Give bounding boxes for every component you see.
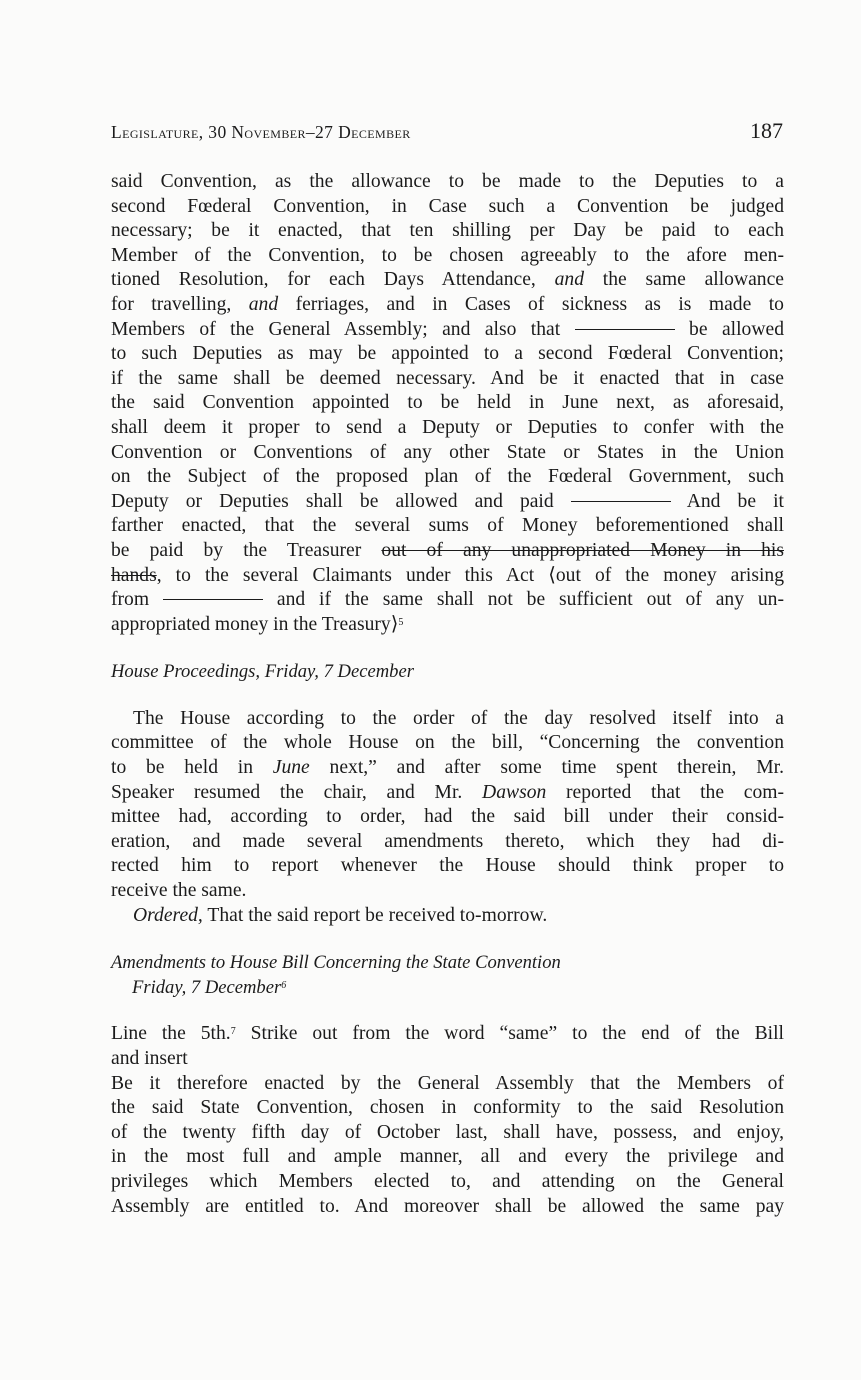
text-line: said Convention, as the allowance to be made to the Deputies to a [111,171,784,192]
footnote-marker: 7 [230,1026,236,1038]
page-number: 187 [750,118,783,143]
text-line: tioned Resolution, for each Days Attendance, and the same allowance [111,269,784,291]
text-line: receive the same. [111,880,247,902]
text-line: if the same shall be deemed necessary. And be it enacted that in case [111,367,784,389]
text-line: Line the 5th.$^7$ Strike out from the word “same” to the end of the Bill [111,1023,784,1045]
text-line: hands, to the several Claimants under this Act ⟨out of the money arising [111,564,784,586]
text-line: shall deem it proper to send a Deputy or Deputies to confer with the [111,416,784,438]
footnote-marker: 6 [281,979,287,991]
running-head: Legislature, 30 November–27 December [111,122,411,142]
text-line: of the twenty fifth day of October last, shall have, possess, and enjoy, [111,1121,784,1143]
text-line: for travelling, and ferriages, and in Cases of sickness as is made to [111,293,784,315]
blank-line [571,501,671,502]
body-text [111,170,784,1219]
text-line: The House according to the order of the day resolved itself into a [133,707,784,729]
house-proceedings-paragraph [111,707,784,928]
text-line: appropriated money in the Treasury⟩$^5$ [111,613,404,635]
text-line: Ordered, That the said report be received to-morrow. [133,904,548,926]
blank-line [163,599,263,600]
page-header [111,118,783,144]
section-subheading: Friday, 7 December$^6$ [132,976,287,998]
text-line: farther enacted, that the several sums of Money beforementioned shall [111,515,784,537]
text-line: second Fœderal Convention, in Case such a Convention be judged [111,195,784,217]
struck-text: out of any unappropriated Money in his [381,539,784,561]
struck-text: hands [111,564,157,586]
text-line: to such Deputies as may be appointed to a second Fœderal Convention; [111,343,784,365]
continuation-paragraph [111,170,784,637]
text-line: and insert [111,1048,188,1069]
text-line: to be held in June next,” and after some time spent therein, Mr. [111,757,784,779]
footnote-marker: 5 [398,616,404,628]
text-line: Deputy or Deputies shall be allowed and paid And be it [111,490,784,512]
text-line: in the most full and ample manner, all and every the privilege and [111,1146,784,1168]
text-line: Members of the General Assembly; and also that be allowed [111,318,784,340]
text-line: Be it therefore enacted by the General Assembly that the Members of [111,1072,784,1094]
text-line: Convention or Conventions of any other State or States in the Union [111,441,784,463]
text-line: Member of the Convention, to be chosen agreeably to the afore men- [111,244,784,266]
text-line: privileges which Members elected to, and attending on the General [111,1170,784,1192]
section-heading: Amendments to House Bill Concerning the State Convention [111,952,561,974]
amendments-text [111,1022,784,1219]
section-heading: House Proceedings, Friday, 7 December [111,661,414,683]
text-line: committee of the whole House on the bill, “Concerning the convention [111,732,784,754]
text-line: eration, and made several amendments thereto, which they had di- [111,830,784,852]
text-line: be paid by the Treasurer out of any unappropriated Money in his [111,539,784,561]
blank-line [575,329,675,330]
text-line: Assembly are entitled to. And moreover shall be allowed the same pay [111,1195,784,1217]
text-line: from and if the same shall not be sufficient out of any un- [111,589,784,611]
text-line: on the Subject of the proposed plan of the Fœderal Government, such [111,466,784,488]
text-line: Speaker resumed the chair, and Mr. Dawson reported that the com- [111,781,784,803]
text-line: necessary; be it enacted, that ten shilling per Day be paid to each [111,220,784,242]
text-line: the said State Convention, chosen in conformity to the said Resolution [111,1097,784,1119]
text-line: mittee had, according to order, had the said bill under their consid- [111,806,784,828]
text-line: the said Convention appointed to be held in June next, as aforesaid, [111,392,784,414]
text-line: rected him to report whenever the House should think proper to [111,855,784,877]
